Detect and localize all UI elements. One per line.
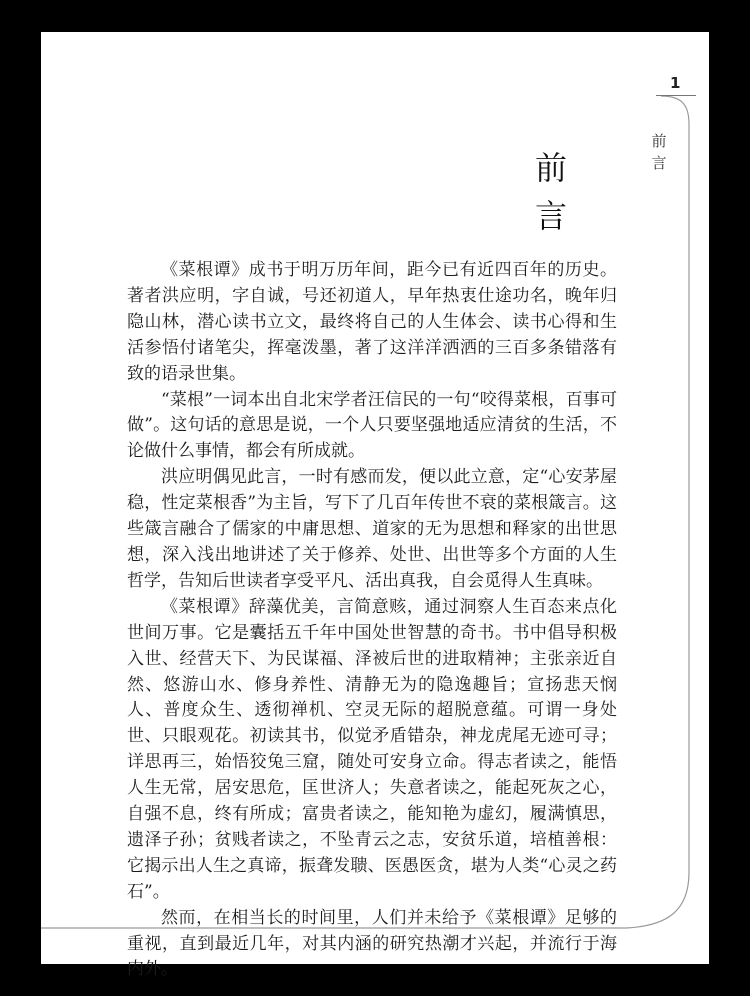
paragraph-3: 洪应明偶见此言，一时有感而发，便以此立意，定“心安茅屋稳，性定菜根香”为主旨，写下了几百年传世不衰的菜根箴言。这些箴言融合了儒家的中庸思想、道家的无为思想和释家的出世思想，深入浅出地讲述了关于修养、处世、出世等多个方面的人生哲学，告知后世读者享受平凡、活出真我，自会觅得人生真味。: [127, 467, 617, 591]
paragraph-5: 然而，在相当长的时间里，人们并未给予《菜根谭》足够的重视，直到最近几年，对其内涵的研究热潮才兴起，并流行于海内外。: [127, 907, 617, 980]
paragraph-4: 《菜根谭》辞藻优美，言简意赅，通过洞察人生百态来点化世间万事。它是囊括五千年中国处世智慧的奇书。书中倡导积极入世、经营天下、为民谋福、泽被后世的进取精神；主张亲近自然、悠游山水、修身养性、清静无为的隐逸趣旨；宣扬悲天悯人、普度众生、透彻禅机、空灵无际的超脱意蕴。可谓一身处世、只眼观花。初读其书，似觉矛盾错杂，神龙虎尾无迹可寻；详思再三，始悟狡兔三窟，随处可安身立命。得志者读之，能悟人生无常，居安思危，匡世济人；失意者读之，能起死灰之心，自强不息，终有所成；富贵者读之，能知艳为虚幻，履满慎思，遗泽子孙；贫贱者读之，不坠青云之志，安贫乐道，培植善根：它揭示出人生之真谛，振聋发聩、医愚医贪，堪为人类“心灵之药石”。: [127, 596, 617, 902]
running-header: 前言: [651, 132, 669, 172]
chapter-title: 前言: [534, 149, 571, 235]
body-text: [127, 258, 617, 983]
page-number: 1: [670, 74, 681, 92]
book-page: [41, 32, 709, 980]
header-rule: [656, 95, 696, 96]
paragraph-2: “菜根”一词本出自北宋学者汪信民的一句“咬得菜根，百事可做”。这句话的意思是说，一个人只要坚强地适应清贫的生活，不论做什么事情，都会有所成就。: [127, 389, 617, 462]
paragraph-1: 《菜根谭》成书于明万历年间，距今已有近四百年的历史。著者洪应明，字自诚，号还初道人，早年热衷仕途功名，晚年归隐山林，潜心读书立文，最终将自己的人生体会、读书心得和生活参悟付诸笔尖，挥毫泼墨，著了这洋洋洒洒的三百多条错落有致的语录世集。: [127, 260, 617, 384]
